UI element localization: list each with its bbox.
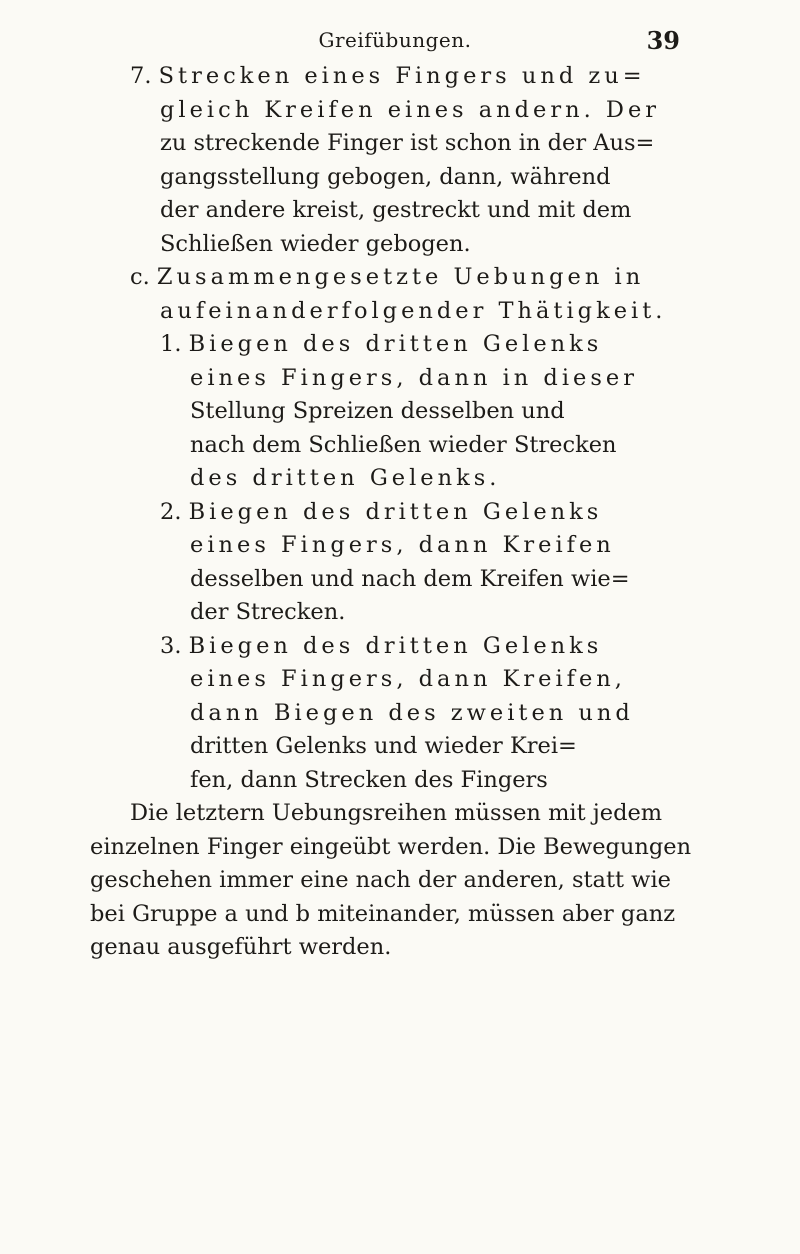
exercise-3-line: eines Fingers, dann Kreifen, <box>190 666 626 692</box>
section-c-heading <box>90 261 700 295</box>
closing-line: genau ausgeführt werden. <box>90 934 392 960</box>
item-7-line: gleich Kreifen eines andern. Der <box>160 96 661 123</box>
page-header <box>110 28 680 58</box>
exercise-3-text: Biegen des dritten Gelenks <box>188 632 603 659</box>
item-7-line: Schließen wieder gebogen. <box>160 230 471 257</box>
exercise-2-line: eines Fingers, dann Kreifen <box>190 532 615 558</box>
exercise-2-line <box>90 496 700 530</box>
page-number: 39 <box>646 26 680 55</box>
exercise-2-line: desselben und nach dem Kreifen wie= <box>190 565 630 592</box>
closing-line: Die letztern Uebungsreihen müssen mit jedem <box>130 800 663 826</box>
closing-line: bei Gruppe a und b miteinander, müssen aber ganz <box>90 900 676 927</box>
exercise-1-text: Biegen des dritten Gelenks <box>188 331 603 357</box>
page-body <box>90 60 700 965</box>
exercise-1-line: eines Fingers, dann in dieser <box>190 364 638 391</box>
exercise-1-line: nach dem Schließen wieder Strecken <box>190 431 617 458</box>
exercise-3-line: dann Biegen des zweiten und <box>190 699 634 726</box>
exercise-3-line: fen, dann Strecken des Fingers <box>190 766 548 793</box>
closing-line: geschehen immer eine nach der anderen, statt wie <box>90 867 671 893</box>
exercise-1-line: Stellung Spreizen desselben und <box>190 398 565 424</box>
item-7-number: 7. <box>130 63 152 89</box>
item-7-line: zu streckende Finger ist schon in der Aus= <box>160 130 655 156</box>
exercise-3-line: dritten Gelenks und wieder Krei= <box>190 733 577 759</box>
closing-line: einzelnen Finger eingeübt werden. Die Bewegungen <box>90 833 692 860</box>
item-7-text: Strecken eines Fingers und zu= <box>158 63 646 89</box>
exercise-1-number: 1. <box>160 331 182 357</box>
item-7-line: gangsstellung gebogen, dann, während <box>160 163 611 190</box>
exercise-3-line <box>90 630 700 664</box>
exercise-2-number: 2. <box>160 498 182 525</box>
exercise-2-line: der Strecken. <box>190 599 346 625</box>
exercise-1-line <box>90 328 700 362</box>
item-7-line: der andere kreist, gestreckt und mit dem <box>160 197 632 223</box>
exercise-2-text: Biegen des dritten Gelenks <box>188 498 603 525</box>
exercise-3-number: 3. <box>160 632 182 659</box>
section-c-title-cont: aufeinanderfolgender Thätigkeit. <box>160 297 667 324</box>
running-title: Greifübungen. <box>318 28 472 52</box>
exercise-1-line: des dritten Gelenks. <box>190 465 501 491</box>
section-c-title: Zusammengesetzte Uebungen in <box>156 264 645 290</box>
section-c-label: c. <box>130 264 150 290</box>
item-7-line <box>90 60 700 94</box>
